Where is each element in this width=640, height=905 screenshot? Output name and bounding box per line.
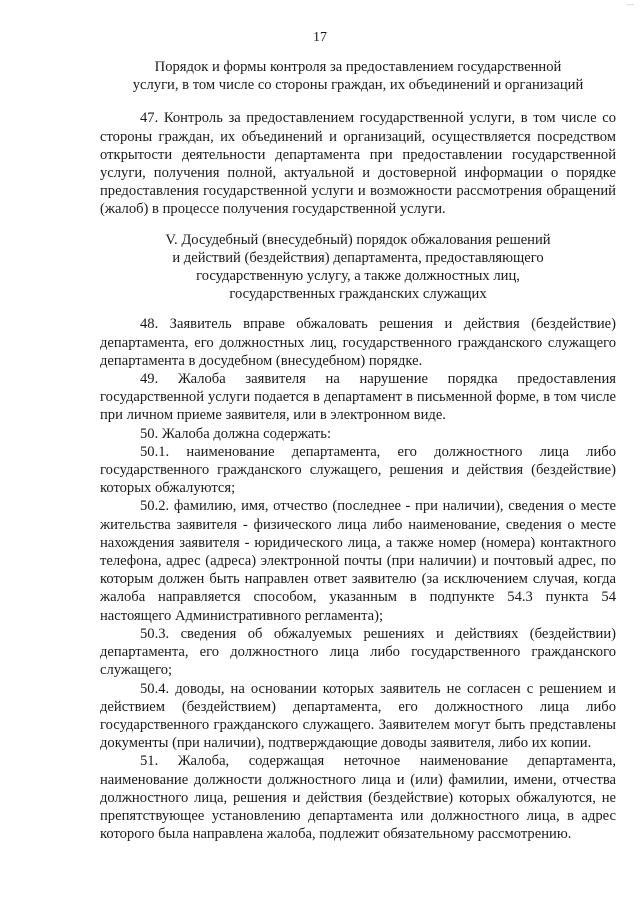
paragraph-50-3: 50.3. сведения об обжалуемых решениях и действиях (бездействии) департамента, его должностного лица либо государственного гражданского служащего; [100, 625, 616, 679]
paragraph-51: 51. Жалоба, содержащая неточное наименование департамента, наименование должности должностного лица и (или) фамилии, имени, отчества должностного лица, решения и действия (бездействие) которых обжалуются, не препятствующее установлению департамента или должностного лица, в адрес которого была направлена жалоба, подлежит обязательному рассмотрению. [100, 753, 616, 843]
corner-mark: --- [626, 0, 634, 9]
page-number: 17 [313, 30, 327, 45]
paragraph-50: 50. Жалоба должна содержать: [140, 425, 331, 442]
paragraph-50-4: 50.4. доводы, на основании которых заявитель не согласен с решением и действием (бездействием) департамента, его должностного лица либо государственного гражданского служащего. Заявителем могут быть представлены документы (при наличии), подтверждающие доводы заявителя, либо их копии. [100, 680, 616, 752]
heading-line: V. Досудебный (внесудебный) порядок обжалования решений [165, 231, 551, 248]
paragraph-49: 49. Жалоба заявителя на нарушение порядка предоставления государственной услуги подается в департамент в письменной форме, в том числе при личном приеме заявителя, или в электронном виде. [100, 371, 616, 424]
section-heading-v [100, 231, 616, 304]
paragraph-50-1: 50.1. наименование департамента, его должностного лица либо государственного гражданского служащего, решения и действия (бездействие) которых обжалуются; [100, 443, 616, 497]
heading-line: государственную услугу, а также должностных лиц, [196, 268, 520, 285]
document-body [100, 58, 616, 843]
paragraph-48: 48. Заявитель вправе обжаловать решения и действия (бездействие) департамента, его должностных лиц, государственного гражданского служащего департамента в досудебном (внесудебном) порядке. [100, 316, 616, 369]
heading-line: Порядок и формы контроля за предоставлением государственной [154, 59, 562, 75]
paragraph-50-2: 50.2. фамилию, имя, отчество (последнее - при наличии), сведения о месте жительства заявителя - физического лица либо наименование, сведения о месте нахождения заявителя - юридического лица, а также номер (номера) контактного телефона, адрес (адреса) электронной почты (при наличии) и почтовый адрес, по которым должен быть направлен ответ заявителю (за исключением случая, когда жалоба направляется способом, указанным в подпункте 54.3 пункта 54 настоящего Административного регламента); [100, 498, 616, 624]
paragraph-47: 47. Контроль за предоставлением государственной услуги, в том числе со стороны граждан, их объединений и организаций, осуществляется посредством открытости деятельности департамента при предоставлении государственной услуги, получения полной, актуальной и достоверной информации о порядке предоставления государственной услуги и возможности рассмотрения обращений (жалоб) в процессе получения государственной услуги. [100, 110, 616, 218]
heading-line: государственных гражданских служащих [229, 286, 487, 303]
heading-line: услуги, в том числе со стороны граждан, их объединений и организаций [132, 77, 584, 94]
heading-line: и действий (бездействия) департамента, предоставляющего [172, 249, 544, 266]
section-heading-control [100, 58, 616, 94]
